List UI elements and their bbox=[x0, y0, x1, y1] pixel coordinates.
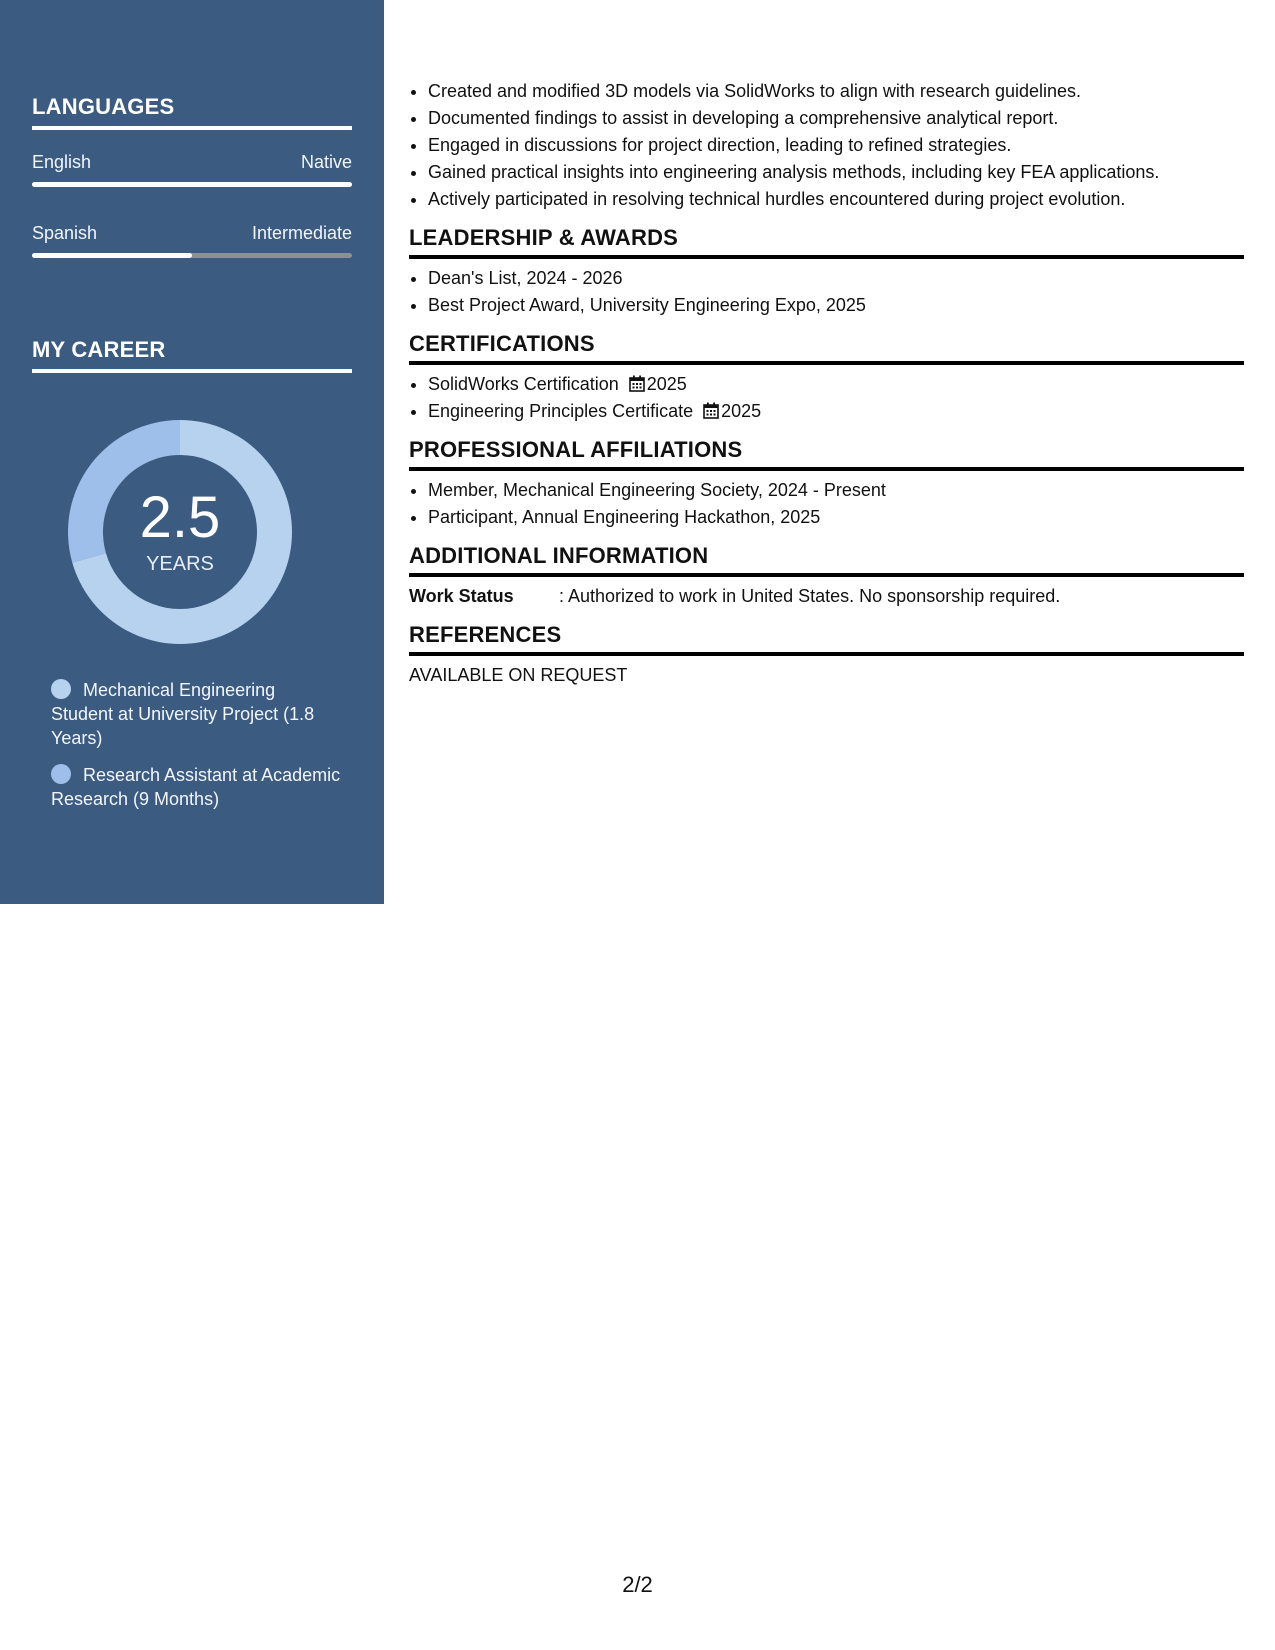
legend-dot-icon bbox=[51, 764, 71, 784]
main-column bbox=[409, 78, 1244, 689]
references-text: AVAILABLE ON REQUEST bbox=[409, 665, 628, 685]
career-legend-label: Research Assistant at Academic Research (9 Months) bbox=[51, 765, 341, 809]
certifications-list bbox=[409, 371, 1244, 425]
calendar-icon bbox=[629, 375, 645, 392]
references-section bbox=[409, 622, 1244, 689]
certification-name: SolidWorks Certification bbox=[428, 374, 619, 394]
career-donut-chart bbox=[64, 416, 296, 648]
career-donut-svg bbox=[64, 416, 296, 648]
list-item: • Gained practical insights into engineering analysis methods, including key FEA applications. bbox=[428, 159, 1244, 186]
donut-slice bbox=[68, 420, 180, 563]
work-status-row bbox=[409, 583, 1244, 610]
career-legend-item bbox=[51, 763, 341, 811]
languages-section bbox=[32, 94, 352, 258]
affiliations-section bbox=[409, 437, 1244, 531]
career-section bbox=[32, 337, 352, 373]
career-total-value: 2.5 bbox=[139, 484, 221, 550]
references-heading: REFERENCES bbox=[409, 622, 1244, 656]
additional-info-heading: ADDITIONAL INFORMATION bbox=[409, 543, 1244, 577]
legend-dot-icon bbox=[51, 679, 71, 699]
career-legend-item bbox=[51, 678, 341, 750]
language-item bbox=[32, 152, 352, 187]
languages-heading: LANGUAGES bbox=[32, 94, 352, 130]
leadership-list bbox=[409, 265, 1244, 319]
language-proficiency-fill bbox=[32, 253, 192, 258]
list-item bbox=[428, 371, 1244, 398]
language-level: Native bbox=[300, 152, 352, 172]
affiliations-heading: PROFESSIONAL AFFILIATIONS bbox=[409, 437, 1244, 471]
work-status-label: Work Status bbox=[409, 586, 514, 606]
sidebar bbox=[0, 0, 384, 904]
language-name: Spanish bbox=[32, 223, 98, 243]
certifications-heading: CERTIFICATIONS bbox=[409, 331, 1244, 365]
page-number: 2/2 bbox=[622, 1572, 653, 1597]
leadership-heading: LEADERSHIP & AWARDS bbox=[409, 225, 1244, 259]
language-item bbox=[32, 223, 352, 258]
language-proficiency-bar bbox=[32, 182, 352, 187]
language-level: Intermediate bbox=[251, 223, 352, 243]
experience-bullet-list bbox=[409, 78, 1244, 213]
language-name: English bbox=[32, 152, 92, 172]
affiliations-list bbox=[409, 477, 1244, 531]
certification-name: Engineering Principles Certificate bbox=[428, 401, 694, 421]
list-item: • Documented findings to assist in developing a comprehensive analytical report. bbox=[428, 105, 1244, 132]
list-item: • Member, Mechanical Engineering Society, 2024 - Present bbox=[428, 477, 1244, 504]
career-heading: MY CAREER bbox=[32, 337, 352, 373]
certifications-section bbox=[409, 331, 1244, 425]
additional-info-section bbox=[409, 543, 1244, 610]
list-item: • Dean's List, 2024 - 2026 bbox=[428, 265, 1244, 292]
career-legend-label: Mechanical Engineering Student at University Project (1.8 Years) bbox=[51, 680, 315, 748]
leadership-section bbox=[409, 225, 1244, 319]
certification-year: 2025 bbox=[646, 374, 687, 394]
list-item: • Created and modified 3D models via SolidWorks to align with research guidelines. bbox=[428, 78, 1244, 105]
list-item bbox=[428, 398, 1244, 425]
language-proficiency-fill bbox=[32, 182, 352, 187]
career-total-unit: YEARS bbox=[146, 552, 214, 575]
certification-year: 2025 bbox=[721, 401, 762, 421]
language-proficiency-bar bbox=[32, 253, 352, 258]
list-item: • Best Project Award, University Engineering Expo, 2025 bbox=[428, 292, 1244, 319]
list-item: • Participant, Annual Engineering Hackathon, 2025 bbox=[428, 504, 1244, 531]
calendar-icon bbox=[703, 402, 719, 419]
career-legend bbox=[51, 678, 341, 824]
list-item: • Engaged in discussions for project direction, leading to refined strategies. bbox=[428, 132, 1244, 159]
work-status-value: : Authorized to work in United States. No sponsorship required. bbox=[559, 586, 1061, 606]
list-item: • Actively participated in resolving technical hurdles encountered during project evolution. bbox=[428, 186, 1244, 213]
